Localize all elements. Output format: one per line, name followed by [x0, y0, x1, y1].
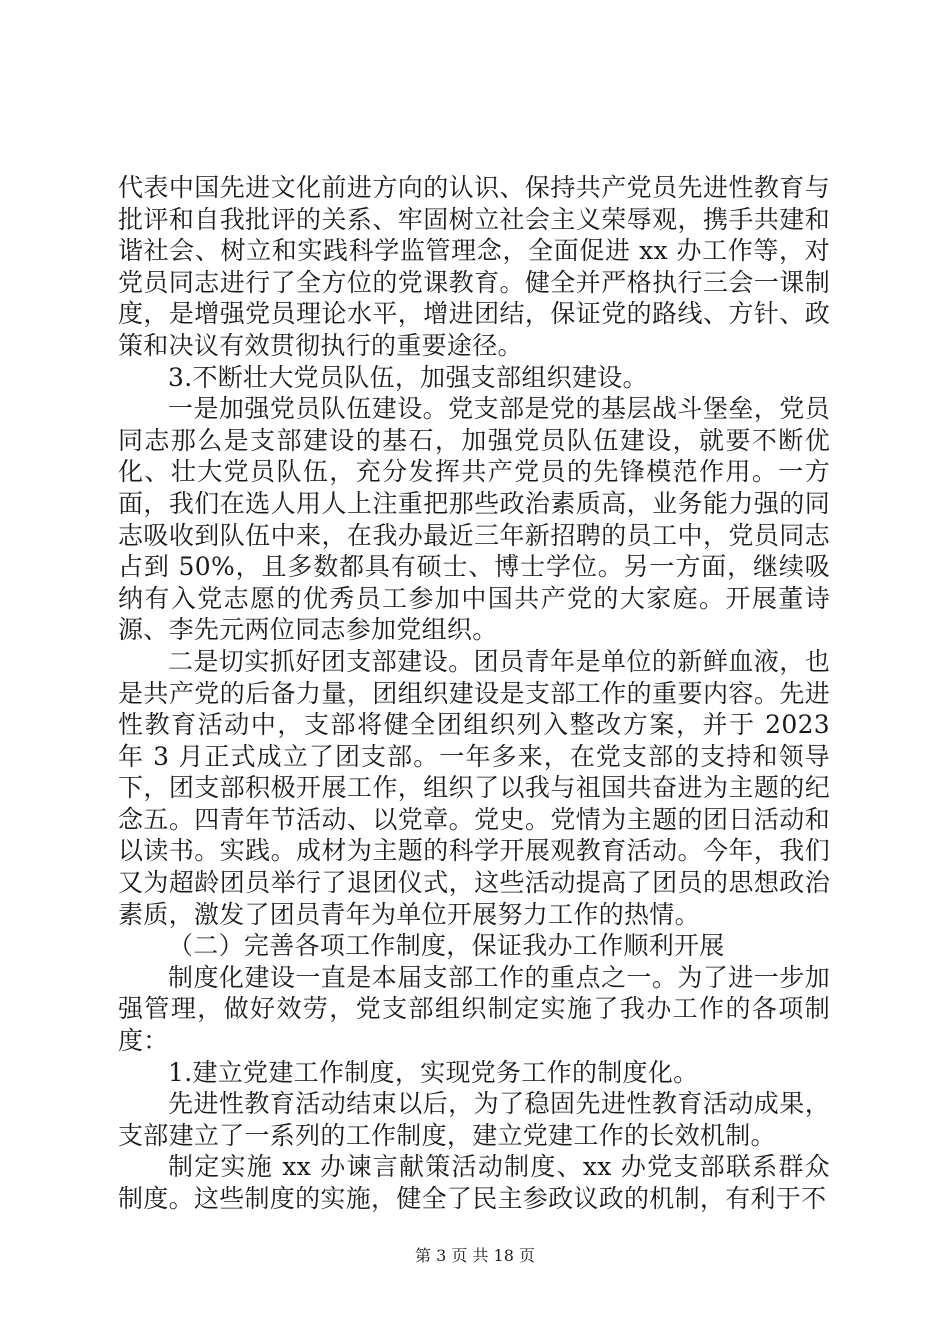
paragraph-2: 3.不断壮大党员队伍，加强支部组织建设。	[168, 362, 648, 392]
paragraph-6: 制度化建设一直是本届支部工作的重点之一。为了进一步加强管理，做好效劳，党支部组织制定实施了我办工作的各项制度：	[118, 962, 830, 1056]
section-heading: （二）完善各项工作制度，保证我办工作顺利开展	[168, 931, 725, 961]
paragraph-4: 二是切实抓好团支部建设。团员青年是单位的新鲜血液，也是共产党的后备力量，团组织建设是支部工作的重要内容。先进性教育活动中，支部将健全团组织列入整改方案，并于 2023 年 3 月正式成立了团支部。一年多来，在党支部的支持和领导下，团支部积极开展工作，组织了以我与祖国共奋进为主题的纪念五。四青年节活动、以党章。党史。党情为主题的团日活动和以读书。实践。成材为主题的科学开展观教育活动。今年，我们又为超龄团员举行了退团仪式，这些活动提高了团员的思想政治素质，激发了团员青年为单位开展努力工作的热情。	[118, 646, 830, 929]
paragraph-3: 一是加强党员队伍建设。党支部是党的基层战斗堡垒，党员同志那么是支部建设的基石，加强党员队伍建设，就要不断优化、壮大党员队伍，充分发挥共产党员的先锋模范作用。一方面，我们在选人用人上注重把那些政治素质高，业务能力强的同志吸收到队伍中来，在我办最近三年新招聘的员工中，党员同志占到 50%，且多数都具有硕士、博士学位。另一方面，继续吸纳有入党志愿的优秀员工参加中国共产党的大家庭。开展董诗源、李先元两位同志参加党组织。	[118, 394, 830, 645]
paragraph-7: 1.建立党建工作制度，实现党务工作的制度化。	[168, 1057, 699, 1087]
page-number-footer: 第 3 页 共 18 页	[415, 1246, 535, 1265]
paragraph-8: 先进性教育活动结束以后，为了稳固先进性教育活动成果，支部建立了一系列的工作制度，建立党建工作的长效机制。	[118, 1089, 830, 1150]
document-body	[118, 172, 830, 1215]
paragraph-1: 代表中国先进文化前进方向的认识、保持共产党员先进性教育与批评和自我批评的关系、牢固树立社会主义荣辱观，携手共建和谐社会、树立和实践科学监管理念，全面促进 xx 办工作等，对党员同志进行了全方位的党课教育。健全并严格执行三会一课制度，是增强党员理论水平，增进团结，保证党的路线、方针、政策和决议有效贯彻执行的重要途径。	[118, 173, 830, 360]
paragraph-9: 制定实施 xx 办谏言献策活动制度、xx 办党支部联系群众制度。这些制度的实施，健全了民主参政议政的机制，有利于不	[118, 1152, 830, 1213]
